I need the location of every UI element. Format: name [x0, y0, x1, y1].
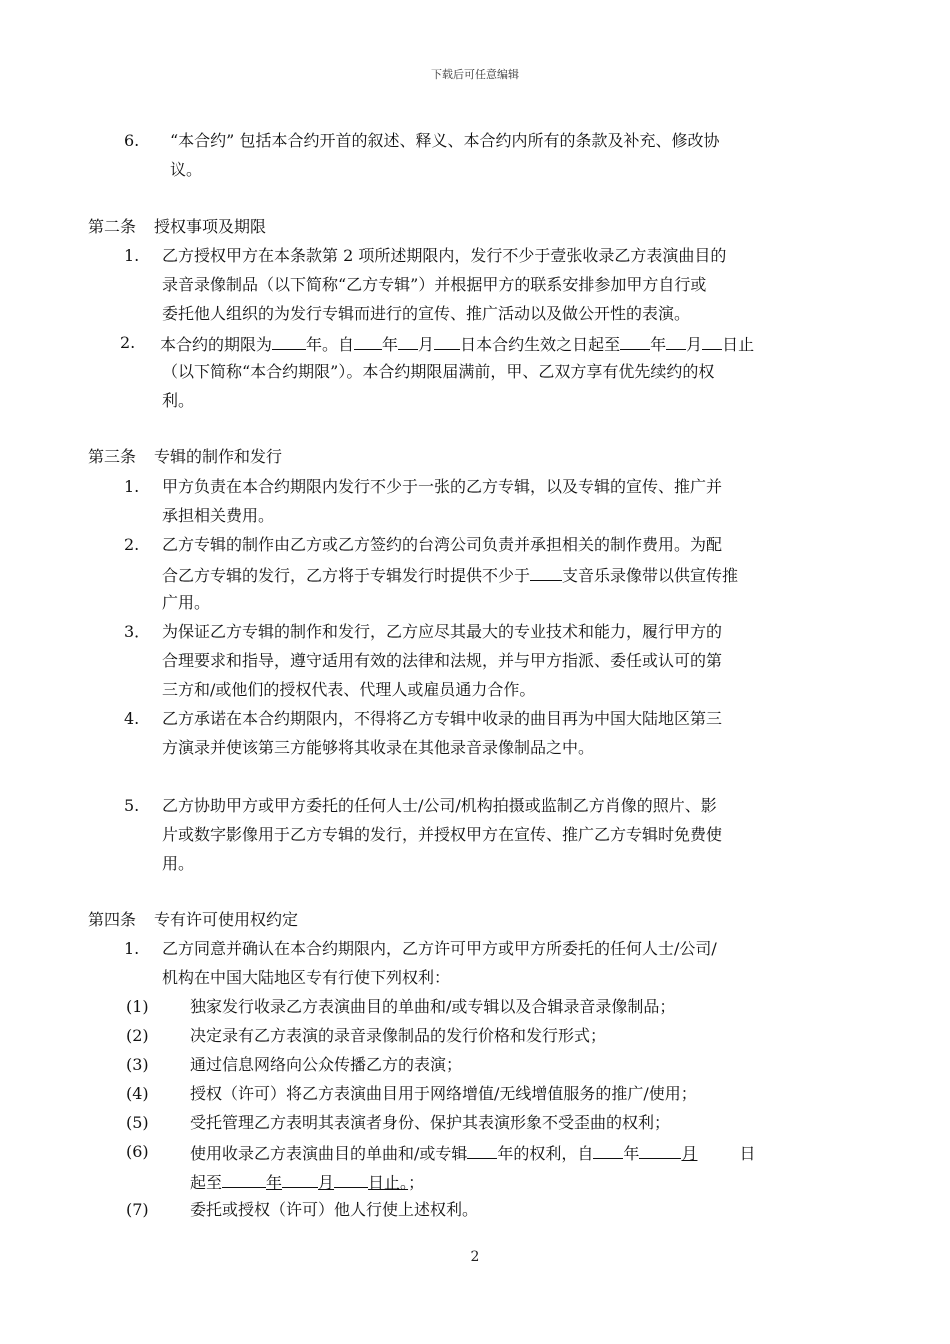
sub-item-text: 委托或授权（许可）他人行使上述权利。	[190, 1200, 479, 1219]
item-number: 2.	[124, 535, 140, 554]
sub-item-text: 决定录有乙方表演的录音录像制品的发行价格和发行形式；	[190, 1026, 607, 1045]
text-segment: 年	[650, 335, 667, 354]
item-text-line: 承担相关费用。	[162, 506, 275, 525]
item-text-line: 广用。	[162, 593, 211, 612]
item-text-line: （以下简称“本合约期限”）。本合约期限届满前，甲、乙双方享有优先续约的权	[162, 362, 715, 381]
article-title: 专辑的制作和发行	[154, 447, 283, 466]
article-label: 第三条	[88, 447, 137, 466]
article-2-heading	[88, 217, 266, 237]
article-label: 第四条	[88, 910, 137, 929]
sub-item-text: 独家发行收录乙方表演曲目的单曲和/或专辑以及合辑录音录像制品；	[190, 997, 676, 1016]
text-segment: 年	[266, 1173, 283, 1192]
text-segment: 起至	[190, 1173, 223, 1192]
item-number: 1.	[124, 939, 140, 958]
text-segment: 月	[686, 335, 703, 354]
item-text-line: 合理要求和指导，遵守适用有效的法律和法规，并与甲方指派、委任或认可的第	[162, 651, 723, 670]
article-title: 专有许可使用权约定	[154, 910, 299, 929]
sub-item-text: 受托管理乙方表明其表演者身份、保护其表演形象不受歪曲的权利；	[190, 1113, 671, 1132]
text-segment: 年。自	[306, 335, 355, 354]
sub-item-number: (2)	[126, 1026, 149, 1045]
item-text-line: “本合约” 包括本合约开首的叙述、释义、本合约内所有的条款及补充、修改协	[170, 131, 720, 150]
item-text-line: 乙方同意并确认在本合约期限内，乙方许可甲方或甲方所委托的任何人士/公司/	[162, 939, 717, 958]
item-number: 4.	[124, 709, 140, 728]
item-number: 3．	[124, 622, 151, 641]
text-segment: 日止	[722, 335, 755, 354]
blank-field	[272, 333, 306, 350]
page-number: 2	[470, 1249, 480, 1265]
text-segment: 月	[418, 335, 435, 354]
text-segment: 使用收录乙方表演曲目的单曲和/或专辑	[190, 1144, 468, 1163]
sub-item-number: (3)	[126, 1055, 149, 1074]
blank-field	[398, 333, 418, 350]
sub-item-text	[190, 1142, 755, 1164]
sub-item-number: (4)	[126, 1084, 149, 1103]
blank-field	[702, 333, 722, 350]
item-text-line: 用。	[162, 854, 195, 873]
item-text-line: 委托他人组织的为发行专辑而进行的宣传、推广活动以及做公开性的表演。	[162, 304, 691, 323]
item-text-line: 甲方负责在本合约期限内发行不少于一张的乙方专辑，以及专辑的宣传、推广并	[162, 477, 723, 496]
item-text-line: 录音录像制品（以下简称“乙方专辑”）并根据甲方的联系安排参加甲方自行或	[162, 275, 707, 294]
term-line	[160, 333, 754, 355]
article-3-heading	[88, 447, 282, 467]
text-segment: 本合约的期限为	[160, 335, 273, 354]
item-text-line: 乙方专辑的制作由乙方或乙方签约的台湾公司负责并承担相关的制作费用。为配	[162, 535, 723, 554]
sub-item-number: (6)	[126, 1142, 149, 1161]
sub-item-number: (7)	[126, 1200, 149, 1219]
blank-field	[282, 1171, 318, 1188]
item-text-line: 片或数字影像用于乙方专辑的发行，并授权甲方在宣传、推广乙方专辑时免费使	[162, 825, 723, 844]
page-header-note: 下载后可任意编辑	[431, 68, 519, 81]
sub-item-number: (5)	[126, 1113, 149, 1132]
item-text-line: 为保证乙方专辑的制作和发行，乙方应尽其最大的专业技术和能力，履行甲方的	[162, 622, 723, 641]
blank-field	[467, 1142, 497, 1159]
blank-field	[593, 1142, 623, 1159]
sub-item-number: (1)	[126, 997, 149, 1016]
sub-item-text: 授权（许可）将乙方表演曲目用于网络增值/无线增值服务的推广/使用；	[190, 1084, 697, 1103]
item-number: 6.	[124, 131, 140, 150]
text-segment: 合乙方专辑的发行，乙方将于专辑发行时提供不少于	[162, 566, 531, 585]
blank-field	[666, 333, 686, 350]
text-segment: 日本合约生效之日起至	[460, 335, 621, 354]
blank-field	[639, 1142, 681, 1159]
item-text-line: 议。	[170, 160, 203, 179]
item-number: 2.	[120, 333, 136, 352]
text-segment: 月	[681, 1144, 698, 1163]
article-4-heading	[88, 910, 298, 930]
item-number: 1.	[124, 477, 140, 496]
sub-item-text: 通过信息网络向公众传播乙方的表演；	[190, 1055, 463, 1074]
blank-field	[354, 333, 382, 350]
item-text-line: 利。	[162, 391, 195, 410]
item-text-line: 三方和/或他们的授权代表、代理人或雇员通力合作。	[162, 680, 536, 699]
item-text-line: 方演录并使该第三方能够将其收录在其他录音录像制品之中。	[162, 738, 595, 757]
item-number: 1.	[124, 246, 140, 265]
blank-field	[434, 333, 460, 350]
item-number: 5.	[124, 796, 140, 815]
item-text-line	[162, 564, 738, 586]
text-segment: 月	[318, 1173, 335, 1192]
item-text-line: 乙方授权甲方在本条款第 2 项所述期限内，发行不少于壹张收录乙方表演曲目的	[162, 246, 727, 265]
text-segment: ；	[408, 1173, 425, 1192]
text-segment: 年	[623, 1144, 640, 1163]
text-segment: 日	[739, 1144, 756, 1163]
text-segment: 年	[382, 335, 399, 354]
blank-field	[530, 564, 562, 581]
text-segment: 年的权利，自	[497, 1144, 594, 1163]
blank-field	[620, 333, 650, 350]
article-title: 授权事项及期限	[154, 217, 267, 236]
item-text-line: 机构在中国大陆地区专有行使下列权利：	[162, 968, 451, 987]
blank-field	[334, 1171, 368, 1188]
article-label: 第二条	[88, 217, 137, 236]
blank-field	[222, 1171, 266, 1188]
item-text-line: 乙方协助甲方或甲方委托的任何人士/公司/机构拍摄或监制乙方肖像的照片、影	[162, 796, 717, 815]
item-text-line: 乙方承诺在本合约期限内，不得将乙方专辑中收录的曲目再为中国大陆地区第三	[162, 709, 723, 728]
text-segment: 日止。	[368, 1173, 409, 1192]
sub-item-text	[190, 1171, 424, 1193]
text-segment: 支音乐录像带以供宣传推	[562, 566, 739, 585]
